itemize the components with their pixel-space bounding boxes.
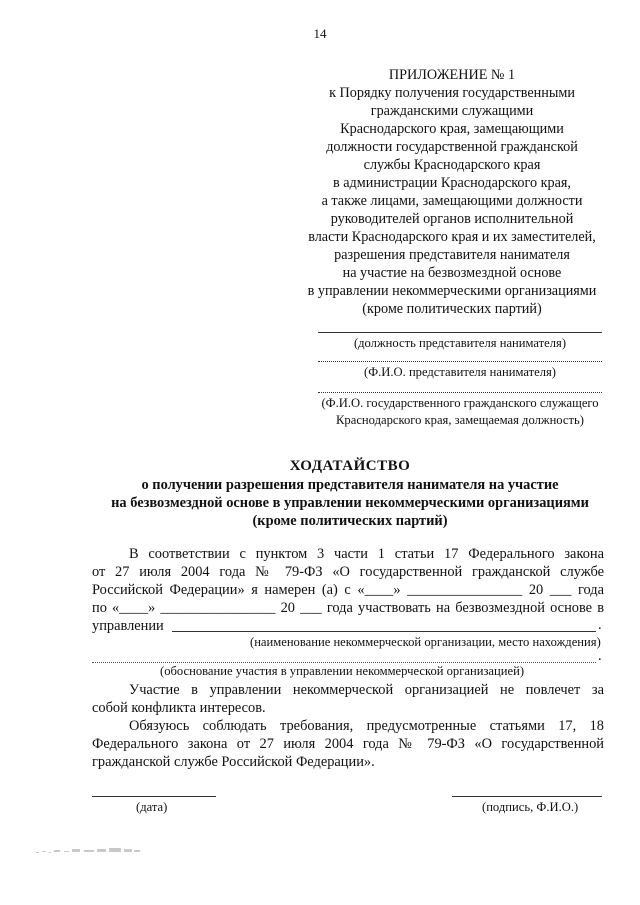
appendix-line: гражданскими служащими	[370, 103, 534, 119]
organization-fill-line[interactable]	[172, 631, 596, 632]
document-subtitle	[60, 476, 640, 530]
subtitle-line: (кроме политических партий)	[252, 513, 448, 529]
paragraph-line: В соответствии с пунктом 3 части 1 статьи 17 Федерального закона	[129, 546, 604, 562]
recipient-position-field[interactable]	[318, 332, 602, 352]
field-caption: (должность представителя нанимателя)	[353, 336, 567, 350]
subtitle-line: о получении разрешения представителя нанимателя на участие	[141, 477, 559, 493]
appendix-title: ПРИЛОЖЕНИЕ № 1	[388, 67, 516, 83]
justification-caption: (обоснование участия в управлении некоммерческой организацией)	[160, 664, 525, 678]
appendix-line: в администрации Краснодарского края,	[333, 175, 571, 191]
field-caption: Краснодарского края, замещаемая должность)	[336, 413, 584, 427]
page-number: 14	[313, 26, 327, 41]
paragraph-intent	[92, 545, 604, 617]
justification-end: .	[598, 648, 602, 664]
appendix-line: службы Краснодарского края	[363, 157, 541, 173]
paragraph-line: от 27 июля 2004 года № 79-ФЗ «О государственной гражданской службе	[92, 564, 604, 580]
appendix-line: должности государственной гражданской	[326, 139, 578, 155]
document-heading	[60, 456, 640, 530]
appendix-header	[296, 66, 608, 318]
paragraph-line: Федерального закона от 27 июля 2004 года № 79-ФЗ «О государственной	[92, 736, 604, 752]
appendix-line: Краснодарского края, замещающими	[340, 121, 564, 137]
signature-caption: (подпись, Ф.И.О.)	[482, 800, 579, 814]
document-title: ХОДАТАЙСТВО	[289, 458, 411, 474]
field-caption: (Ф.И.О. государственного гражданского служащего	[321, 396, 599, 410]
appendix-line: (кроме политических партий)	[362, 301, 542, 317]
appendix-line: к Порядку получения государственными	[329, 85, 575, 101]
field-caption: (Ф.И.О. представителя нанимателя)	[364, 365, 556, 379]
paragraph-line: гражданской службе Российской Федерации».	[92, 754, 375, 770]
management-end: .	[598, 617, 602, 633]
paragraph-line: Российской Федерации» я намерен (а) с «____» ________________ 20 ___ года	[92, 582, 604, 598]
fill-line	[318, 392, 602, 393]
paragraph-line: собой конфликта интересов.	[92, 700, 266, 716]
management-label-wrap	[92, 617, 172, 635]
date-fill-line[interactable]	[92, 796, 216, 797]
paragraph-obligation	[92, 717, 604, 771]
management-label: управлении	[92, 618, 164, 634]
appendix-line: власти Краснодарского края и их заместителей,	[308, 229, 596, 245]
organization-caption: (наименование некоммерческой организации, место нахождения)	[250, 635, 601, 649]
faint-stamp-mark	[34, 846, 144, 858]
paragraph-line: по «____» ________________ 20 ___ года участвовать на безвозмездной основе в	[92, 600, 604, 616]
appendix-line: руководителей органов исполнительной	[330, 211, 574, 227]
paragraph-line: Участие в управлении некоммерческой организацией не повлечет за	[129, 682, 604, 698]
paragraph-line: Обязуюсь соблюдать требования, предусмотренные статьями 17, 18	[129, 718, 604, 734]
paragraph-conflict	[92, 681, 604, 717]
appendix-line: а также лицами, замещающими должности	[321, 193, 583, 209]
employee-name-field[interactable]	[318, 392, 602, 429]
appendix-line: на участие на безвозмездной основе	[342, 265, 562, 281]
appendix-line: разрешения представителя нанимателя	[334, 247, 570, 263]
subtitle-line: на безвозмездной основе в управлении некоммерческими организациями	[111, 495, 589, 511]
appendix-line: в управлении некоммерческими организациями	[307, 283, 597, 299]
fill-line	[318, 332, 602, 333]
date-caption: (дата)	[136, 800, 168, 814]
fill-line	[318, 361, 602, 362]
signature-fill-line[interactable]	[452, 796, 602, 797]
recipient-name-field[interactable]	[318, 361, 602, 381]
